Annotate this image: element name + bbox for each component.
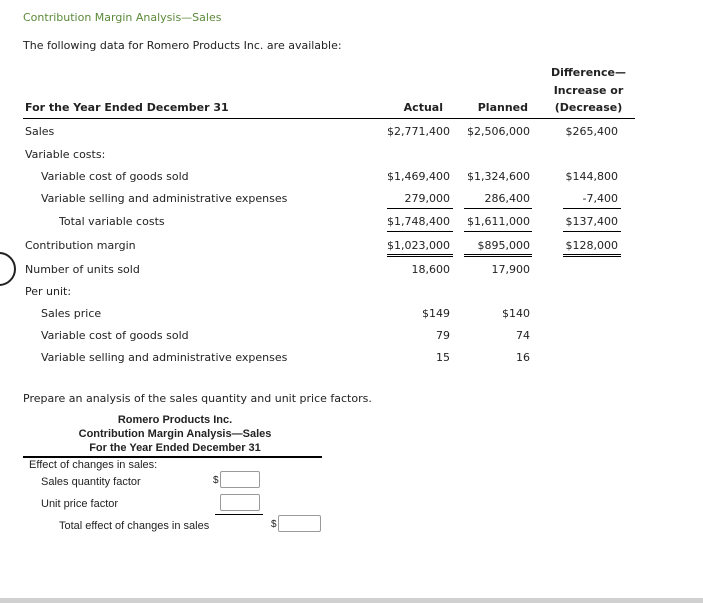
row-label: Contribution margin <box>25 239 136 252</box>
total-effect-label: Total effect of changes in sales <box>59 520 210 532</box>
radio-circle-icon <box>0 252 16 286</box>
row-difference: $128,000 <box>565 239 618 252</box>
currency-symbol: $ <box>213 475 219 486</box>
subtotal-rule-actual <box>387 208 453 209</box>
subtotal-rule-planned <box>464 208 532 209</box>
row-label: Number of units sold <box>25 263 140 276</box>
currency-symbol: $ <box>271 519 277 530</box>
row-planned: 17,900 <box>491 263 530 276</box>
statement-subtotal-rule <box>215 514 263 515</box>
subtotal-rule-difference <box>563 208 621 209</box>
unit-price-factor-input[interactable] <box>220 494 260 511</box>
page-bottom-bar <box>0 598 703 603</box>
header-rule <box>23 118 635 119</box>
header-difference-1: Difference— <box>551 66 626 79</box>
row-label: Variable selling and administrative expenses <box>41 192 288 205</box>
intro-text: The following data for Romero Products Inc. are available: <box>23 39 342 52</box>
total-effect-input[interactable] <box>278 515 321 532</box>
row-label: Per unit: <box>25 285 72 298</box>
header-difference-3: (Decrease) <box>554 101 623 114</box>
quantity-factor-label: Sales quantity factor <box>41 476 141 488</box>
statement-period: For the Year Ended December 31 <box>89 442 261 454</box>
header-label: For the Year Ended December 31 <box>25 101 229 114</box>
statement-header-rule <box>23 456 322 458</box>
effect-label: Effect of changes in sales: <box>29 459 158 471</box>
row-actual: 279,000 <box>404 192 450 205</box>
row-planned: $140 <box>502 307 530 320</box>
total-rule-planned <box>464 231 532 232</box>
unit-price-factor-label: Unit price factor <box>41 498 119 510</box>
statement-company: Romero Products Inc. <box>117 414 233 426</box>
row-label: Variable selling and administrative expenses <box>41 351 288 364</box>
row-planned: $2,506,000 <box>467 125 530 138</box>
row-planned: 74 <box>516 329 530 342</box>
row-actual: 15 <box>436 351 450 364</box>
row-label: Variable costs: <box>25 148 106 161</box>
row-actual: $1,469,400 <box>387 170 450 183</box>
double-rule-actual <box>387 254 453 260</box>
row-actual: 18,600 <box>411 263 450 276</box>
double-rule-planned <box>464 254 532 260</box>
total-rule-actual <box>387 231 453 232</box>
total-rule-difference <box>563 231 621 232</box>
row-planned: 286,400 <box>484 192 530 205</box>
row-planned: $1,611,000 <box>467 215 530 228</box>
row-planned: 16 <box>516 351 530 364</box>
header-actual: Actual <box>403 101 443 114</box>
row-label: Sales price <box>41 307 102 320</box>
row-actual: $1,023,000 <box>387 239 450 252</box>
row-actual: $149 <box>422 307 450 320</box>
row-difference: -7,400 <box>582 192 618 205</box>
sales-quantity-factor-input[interactable] <box>220 471 260 488</box>
double-rule-difference <box>563 254 621 260</box>
row-planned: $895,000 <box>477 239 530 252</box>
page-title: Contribution Margin Analysis—Sales <box>23 11 222 24</box>
header-planned: Planned <box>477 101 528 114</box>
row-difference: $265,400 <box>565 125 618 138</box>
statement-name: Contribution Margin Analysis—Sales <box>78 428 272 440</box>
row-label: Sales <box>25 125 55 138</box>
row-actual: $1,748,400 <box>387 215 450 228</box>
row-difference: $137,400 <box>565 215 618 228</box>
header-difference-2: Increase or <box>553 84 624 97</box>
row-label: Variable cost of goods sold <box>41 329 189 342</box>
row-actual: $2,771,400 <box>387 125 450 138</box>
row-difference: $144,800 <box>565 170 618 183</box>
row-label: Total variable costs <box>59 215 165 228</box>
row-label: Variable cost of goods sold <box>41 170 189 183</box>
instruction-text: Prepare an analysis of the sales quantity and unit price factors. <box>23 392 372 405</box>
row-actual: 79 <box>436 329 450 342</box>
row-planned: $1,324,600 <box>467 170 530 183</box>
